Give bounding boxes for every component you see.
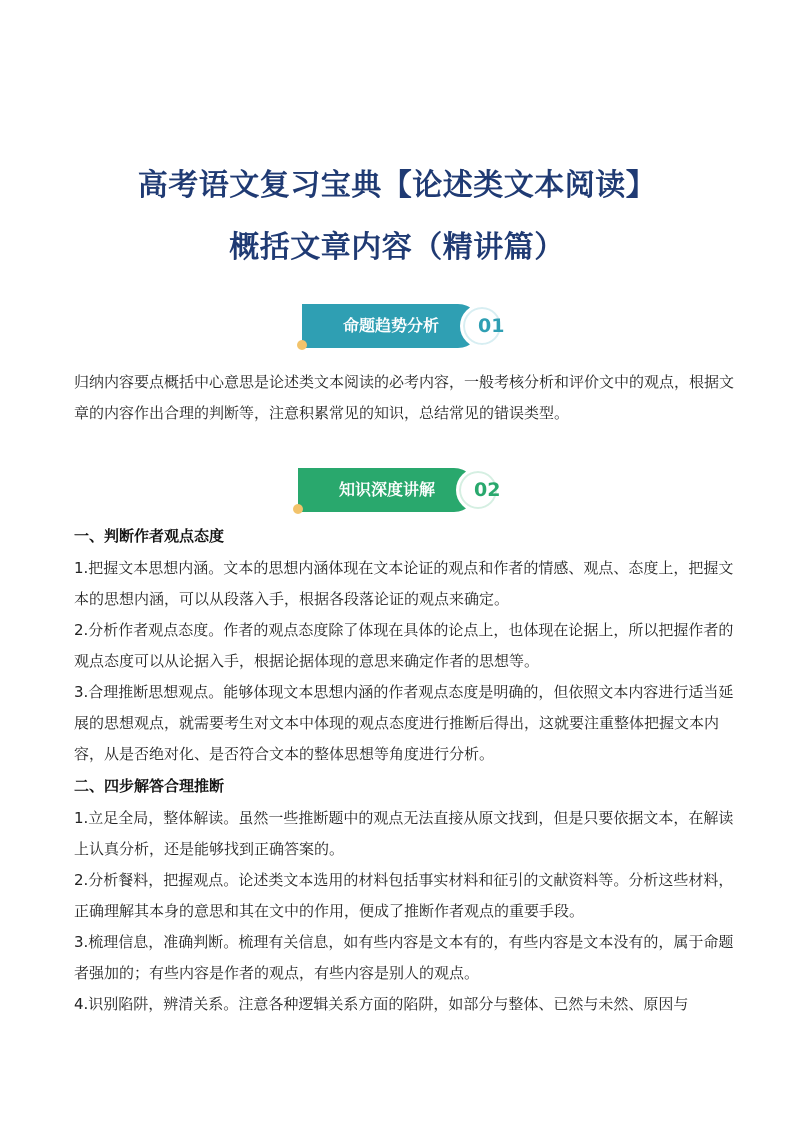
section-number: 01	[478, 315, 505, 337]
part-heading: 一、判断作者观点态度	[74, 527, 225, 545]
document-subtitle: 概括文章内容（精讲篇）	[229, 230, 565, 265]
list-item: 2.分析作者观点态度。作者的观点态度除了体现在具体的论点上，也体现在论据上，所以把握作者的 观点态度可以从论据入手，根据论据体现的意思来确定作者的思想等。	[74, 621, 734, 670]
section-number: 02	[474, 479, 501, 501]
document-title: 高考语文复习宝典【论述类文本阅读】	[137, 168, 657, 203]
part-heading: 二、四步解答合理推断	[74, 777, 225, 795]
intro-paragraph: 归纳内容要点概括中心意思是论述类文本阅读的必考内容，一般考核分析和评价文中的观点，根据文 章的内容作出合理的判断等，注意积累常见的知识，总结常见的错误类型。	[74, 373, 735, 422]
section-label: 命题趋势分析	[302, 304, 480, 348]
list-item: 3.梳理信息，准确判断。梳理有关信息，如有些内容是文本有的，有些内容是文本没有的，属于命题者强加的；有些内容是作者的观点，有些内容是别人的观点。	[74, 933, 734, 982]
list-item: 2.分析餐料，把握观点。论述类文本选用的材料包括事实材料和征引的文献资料等。分析这些材料， 正确理解其本身的意思和其在文中的作用，便成了推断作者观点的重要手段。	[74, 871, 734, 920]
list-item: 1.把握文本思想内涵。文本的思想内涵体现在文本论证的观点和作者的情感、观点、态度上，把握文 本的思想内涵，可以从段落入手，根据各段落论证的观点来确定。	[74, 559, 734, 608]
list-item: 4.识别陷阱，辨清关系。注意各种逻辑关系方面的陷阱，如部分与整体、已然与未然、原因与	[74, 995, 689, 1013]
list-item: 1.立足全局，整体解读。虽然一些推断题中的观点无法直接从原文找到，但是只要依据文本，在解读上认真分析，还是能够找到正确答案的。	[74, 809, 734, 858]
list-item: 3.合理推断思想观点。能够体现文本思想内涵的作者观点态度是明确的，但依照文本内容进行适当延展的思想观点，就需要考生对文本中体现的观点态度进行推断后得出，这就要注重整体把握文本内容，从是否绝对化、是否符合文本的整体思想等角度进行分析。	[74, 683, 734, 763]
section-label: 知识深度讲解	[298, 468, 476, 512]
dot-decoration	[293, 504, 303, 514]
dot-decoration	[297, 340, 307, 350]
